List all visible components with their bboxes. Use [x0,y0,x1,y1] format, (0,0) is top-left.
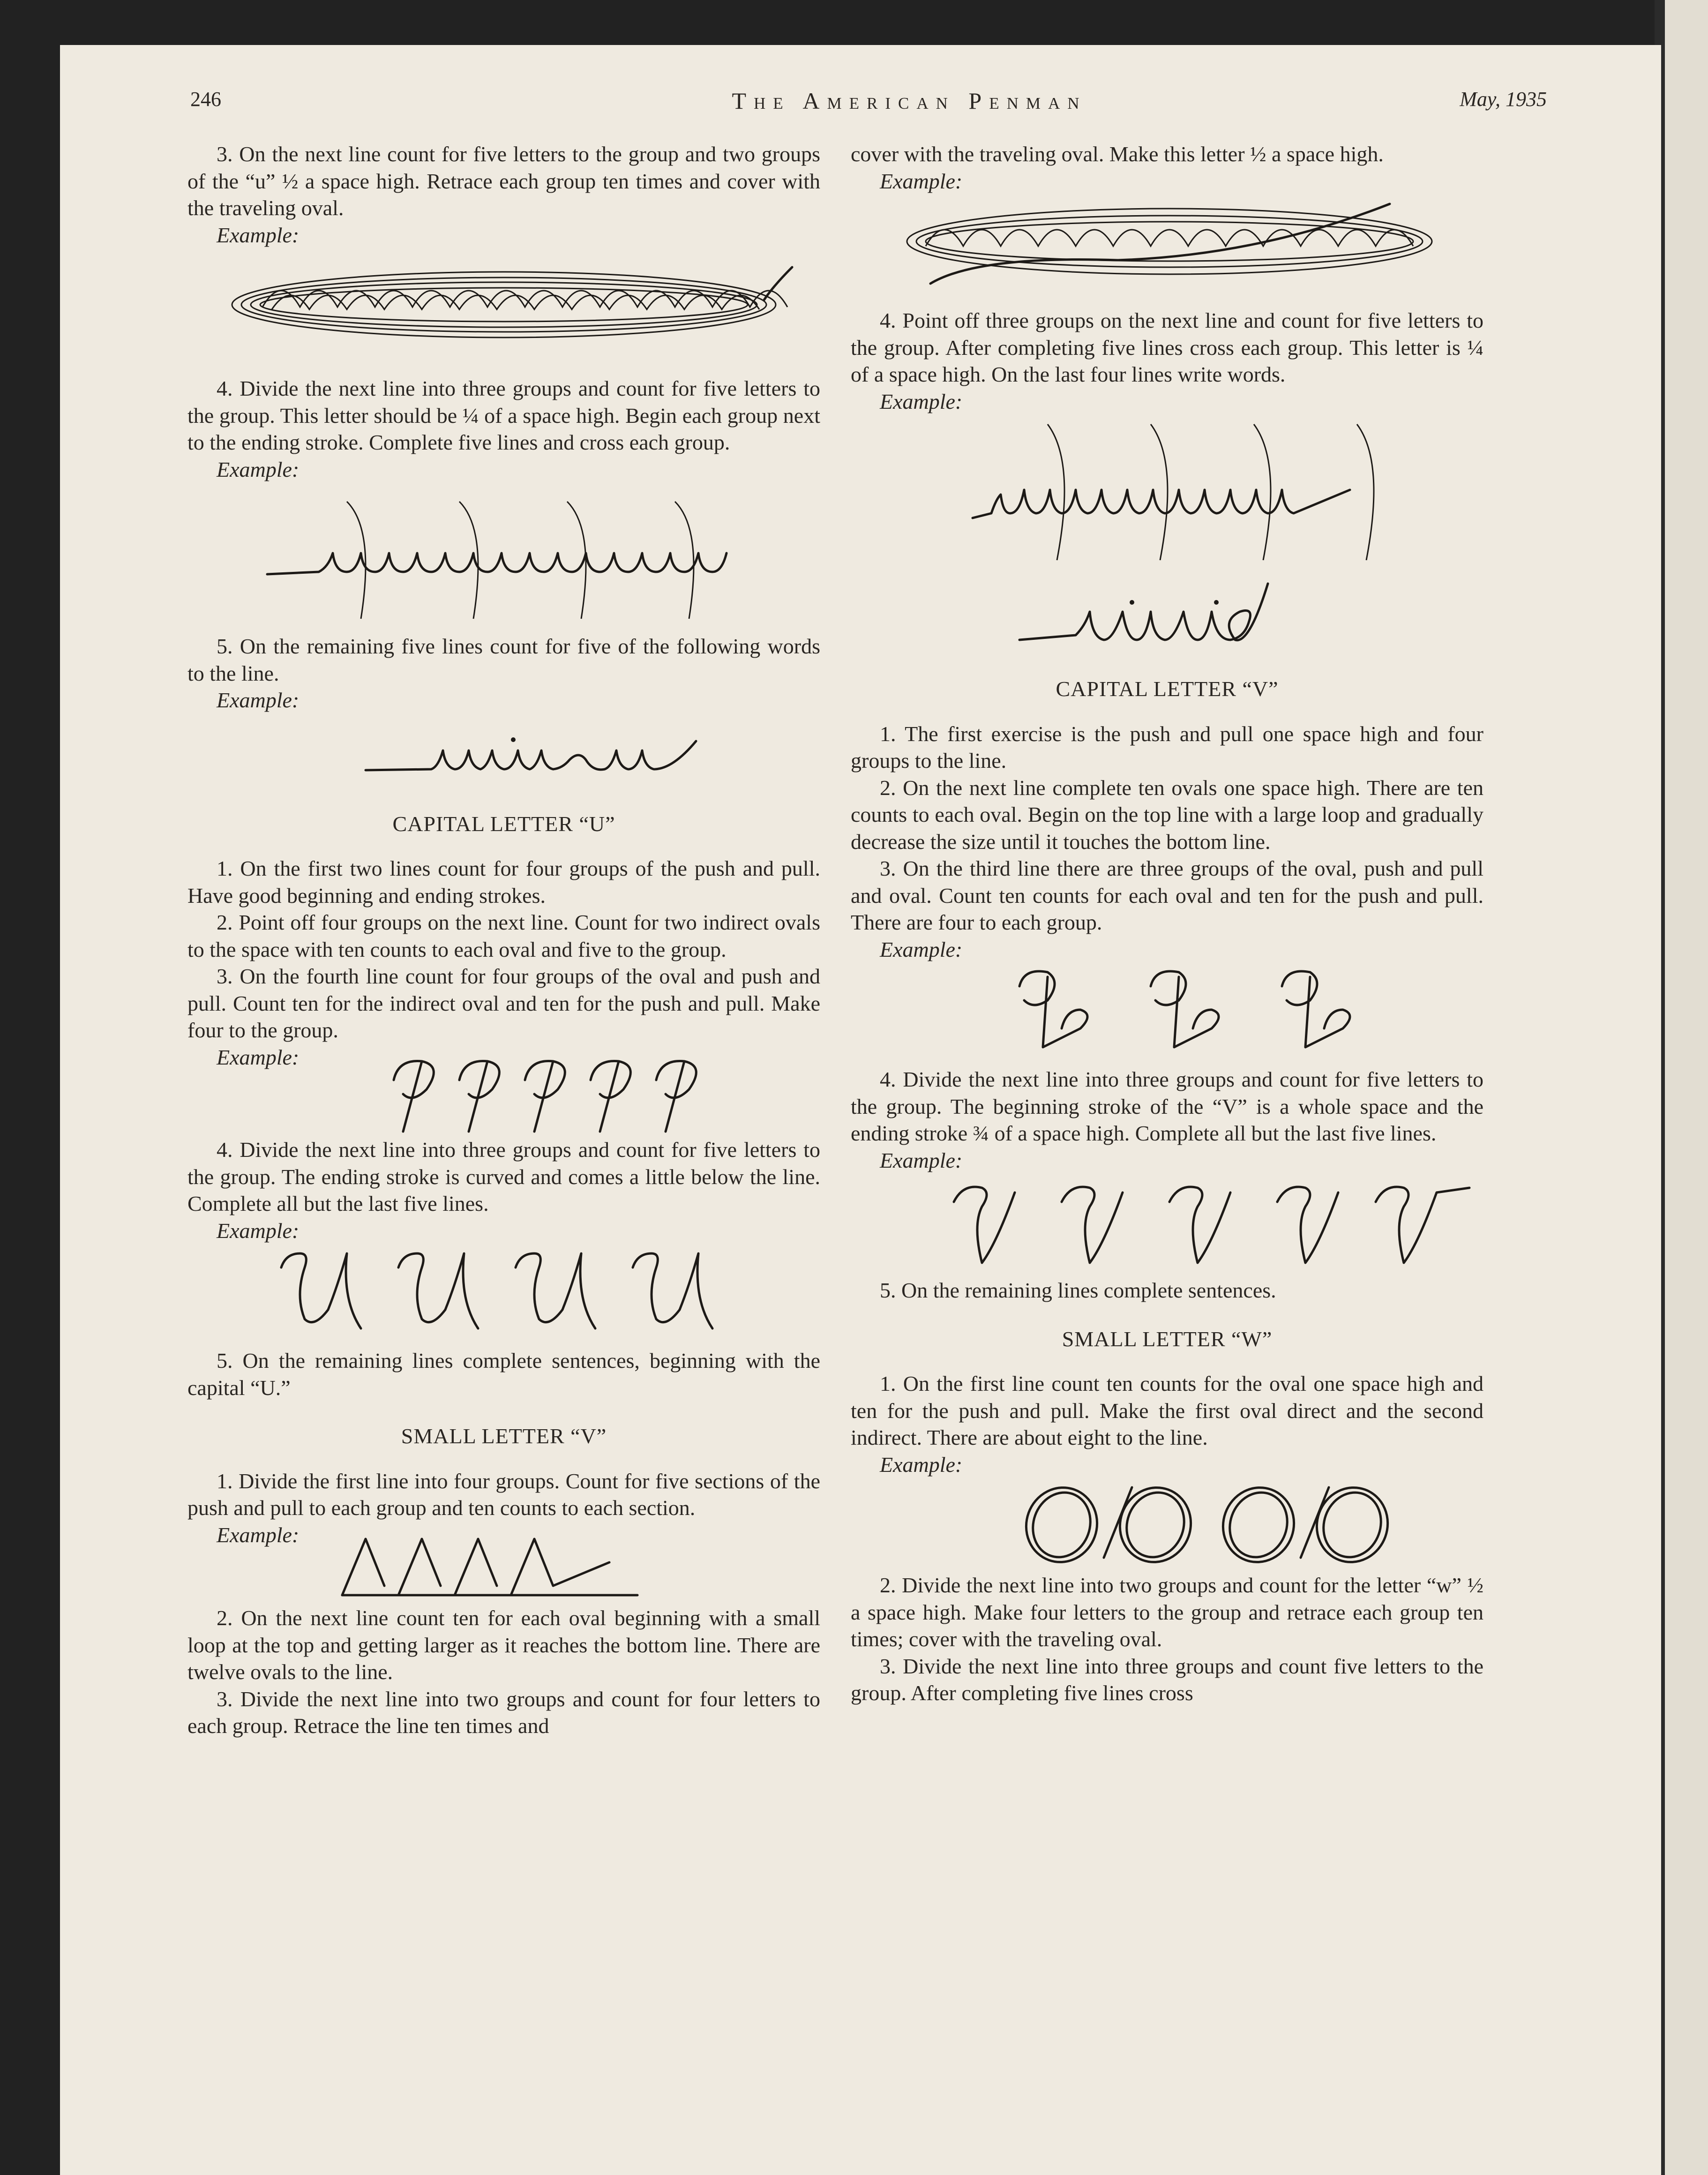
section-heading: CAPITAL LETTER “V” [1056,677,1279,701]
traveling-oval-v-specimen [851,195,1483,307]
paragraph: cover with the traveling oval. Make this letter ½ a space high. [851,142,1384,166]
section-heading: SMALL LETTER “V” [401,1424,607,1448]
left-column [187,141,820,1740]
example-label: Example: [880,1148,963,1172]
direct-indirect-oval-specimen [851,1478,1483,1572]
paragraph: 3. Divide the next line into three groups and count five letters to the group. After completing five lines cross [851,1654,1483,1705]
paragraph: 3. On the fourth line count for four groups of the oval and push and pull. Count ten for the indirect oval and ten for the push and pull. Make four to the group. [187,964,820,1042]
word-union-specimen [187,714,820,789]
paragraph: 2. Divide the next line into two groups and count for the letter “w” ½ a space high. Make four letters to the group and retrace each group ten times; cover with the traveling oval. [851,1573,1483,1651]
example-label: Example: [880,1452,963,1477]
paragraph: 4. Divide the next line into three groups and count for five letters to the group. This letter should be ¼ of a space high. Begin each group next to the ending stroke. Complete five lines and cross each group. [187,376,820,454]
oval-push-pull-V-specimen [851,963,1483,1066]
paragraph: 3. On the next line count for five letters to the group and two groups of the “u” ½ a space high. Retrace each group ten times and cover with the traveling oval. [187,142,820,220]
traveling-oval-u-specimen [187,248,820,375]
example-label: Example: [217,457,300,481]
right-column [851,141,1483,1707]
example-label: Example: [217,1045,300,1069]
section-heading: CAPITAL LETTER “U” [392,811,615,836]
paragraph: 1. On the first two lines count for four groups of the push and pull. Have good beginning and ending strokes. [187,856,820,908]
capital-V-specimen [851,1174,1483,1277]
example-label: Example: [217,223,300,247]
paragraph: 5. On the remaining five lines count for five of the following words to the line. [187,634,820,685]
book-spine [1661,0,1708,2175]
paragraph: 4. Divide the next line into three groups and count for five letters to the group. The beginning stroke of the “V” is a whole space and the ending stroke ¾ of a space high. Complete all but the last five lines. [851,1067,1483,1145]
paragraph: 4. Point off three groups on the next line and count for five letters to the group. After completing five lines cross each group. This letter is ¼ of a space high. On the last four lines write words. [851,308,1483,386]
paragraph: 1. On the first line count ten counts for the oval one space high and ten for the push and pull. Make the first oval direct and the second indirect. There are about eight to the line. [851,1372,1483,1449]
issue-date: May, 1935 [1460,88,1547,111]
paragraph: 4. Divide the next line into three groups and count for five letters to the group. The ending stroke is curved and comes a little below the line. Complete all but the last five lines. [187,1138,820,1215]
capital-U-specimen [187,1244,820,1347]
example-label: Example: [880,389,963,413]
paragraph: 1. The first exercise is the push and pull one space high and four groups to the line. [851,721,1483,772]
example-label: Example: [880,937,963,961]
word-vivid-specimen [851,570,1483,654]
paragraph: 2. On the next line complete ten ovals one space high. There are ten counts to each oval. Begin on the top line with a large loop and gradually decrease the size until it touches the bottom line. [851,775,1483,854]
paragraph: 3. Divide the next line into two groups and count for four letters to each group. Retrace the line ten times and [187,1687,820,1738]
crossed-v-specimen [851,415,1483,570]
paragraph: 2. Point off four groups on the next line. Count for two indirect ovals to the space with ten counts to each oval and five to the group. [187,910,820,961]
paragraph: 1. Divide the first line into four groups. Count for five sections of the push and pull to each group and ten counts to each section. [187,1469,820,1520]
section-heading: SMALL LETTER “W” [1062,1327,1273,1351]
example-label: Example: [217,688,300,712]
paragraph: 2. On the next line count ten for each oval beginning with a small loop at the top and getting larger as it reaches the bottom line. There are twelve ovals to the line. [187,1606,820,1684]
example-label: Example: [217,1218,300,1243]
paragraph: 3. On the third line there are three groups of the oval, push and pull and oval. Count ten counts for each oval and ten for the push and pull. There are four to each group. [851,856,1483,934]
example-label: Example: [880,169,963,193]
page-number: 246 [190,88,221,111]
example-label: Example: [217,1522,300,1547]
paragraph: 5. On the remaining lines complete sentences, beginning with the capital “U.” [187,1349,820,1400]
paragraph: 5. On the remaining lines complete sentences. [880,1278,1276,1302]
running-title: The American Penman [732,88,1087,114]
crossed-u-specimen [187,483,820,633]
